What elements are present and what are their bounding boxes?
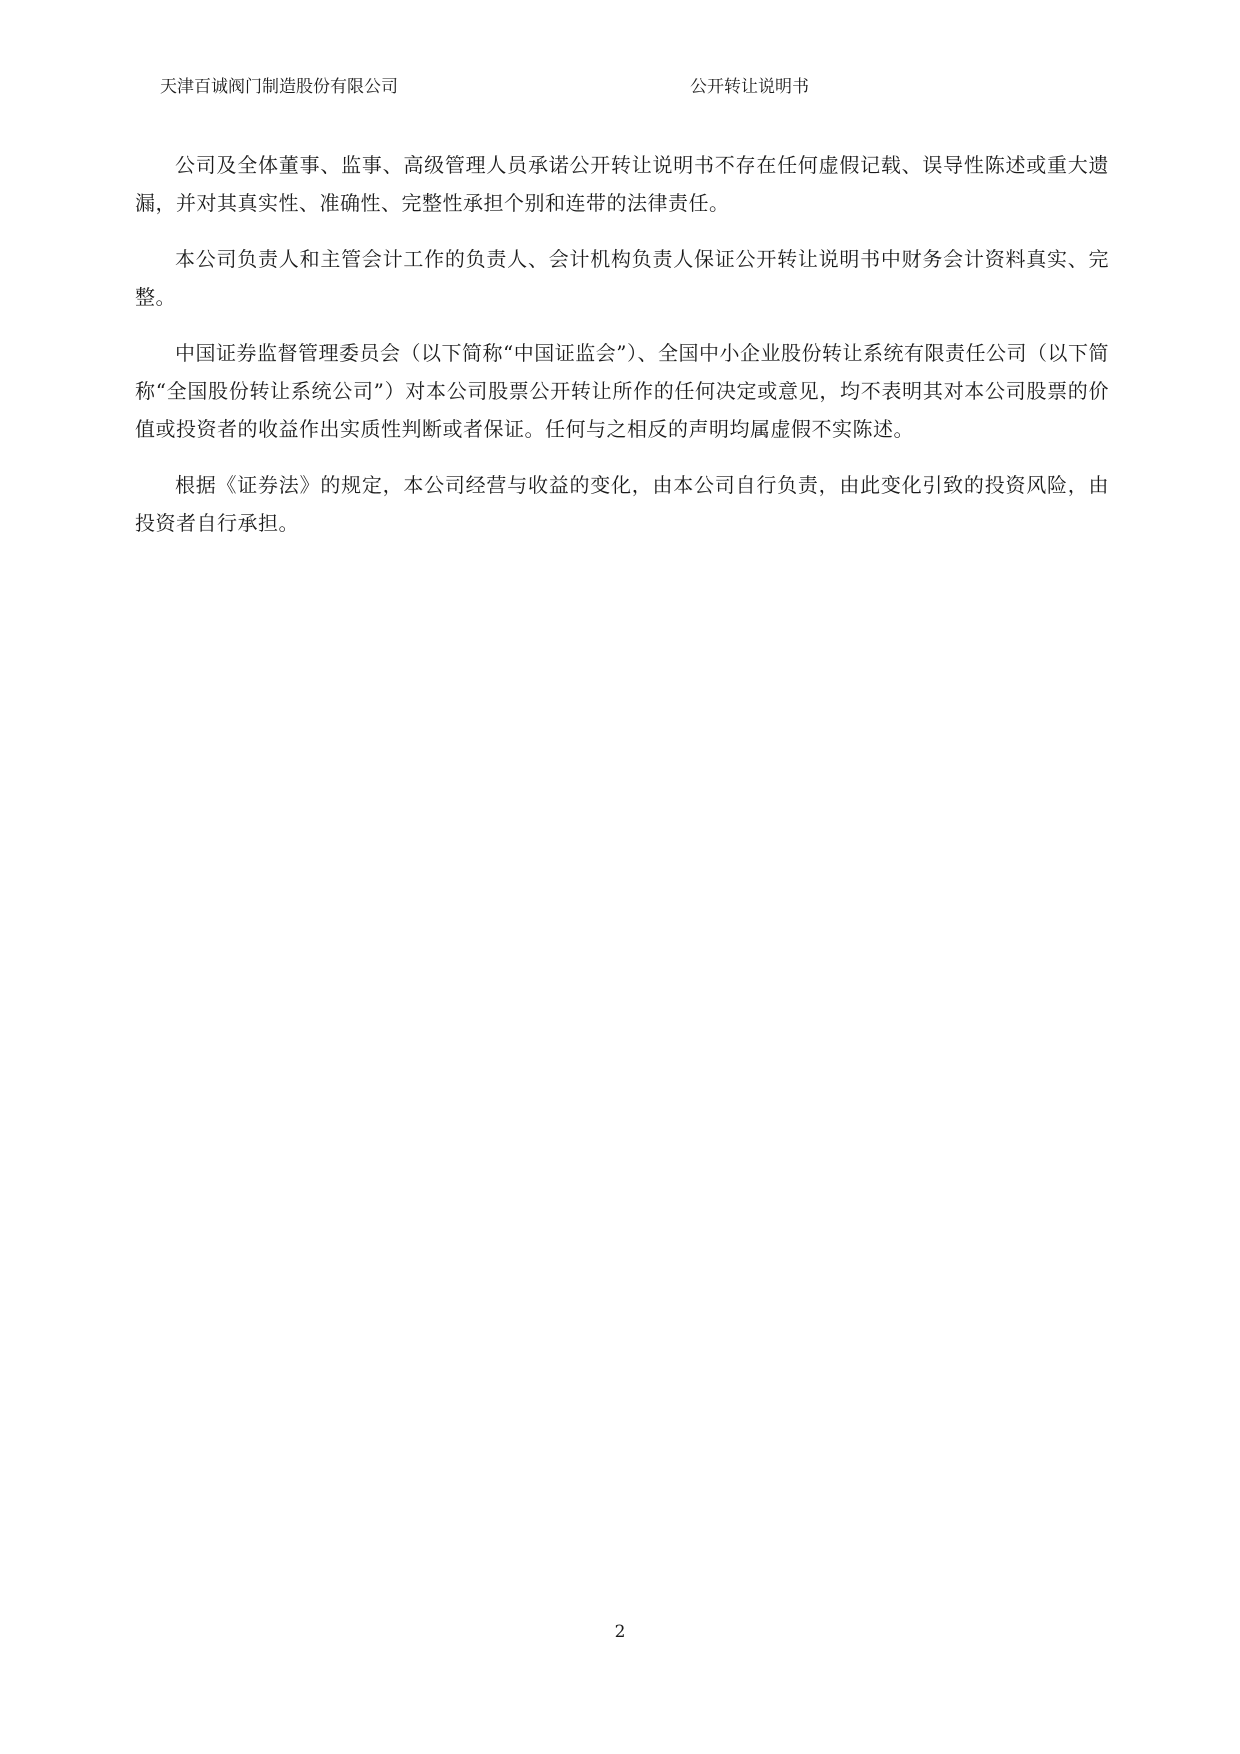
page-number: 2 <box>614 1622 626 1642</box>
paragraph-regulator-disclaimer: 中国证券监督管理委员会（以下简称“中国证监会”）、全国中小企业股份转让系统有限责任公司（以下简称“全国股份转让系统公司”）对本公司股票公开转让所作的任何决定或意见，均不表明其对本公司股票的价值或投资者的收益作出实质性判断或者保证。任何与之相反的声明均属虚假不实陈述。 <box>135 341 1109 441</box>
page-header <box>160 72 1080 102</box>
declaration-body <box>135 146 1109 560</box>
paragraph-financial-guarantee: 本公司负责人和主管会计工作的负责人、会计机构负责人保证公开转让说明书中财务会计资料真实、完整。 <box>135 247 1109 309</box>
header-company-name: 天津百诚阀门制造股份有限公司 <box>160 77 398 97</box>
paragraph-directors-commitment: 公司及全体董事、监事、高级管理人员承诺公开转让说明书不存在任何虚假记载、误导性陈述或重大遗漏，并对其真实性、准确性、完整性承担个别和连带的法律责任。 <box>135 153 1109 215</box>
paragraph-investment-risk: 根据《证券法》的规定，本公司经营与收益的变化，由本公司自行负责，由此变化引致的投资风险，由投资者自行承担。 <box>135 473 1109 535</box>
header-document-title: 公开转让说明书 <box>690 77 809 97</box>
